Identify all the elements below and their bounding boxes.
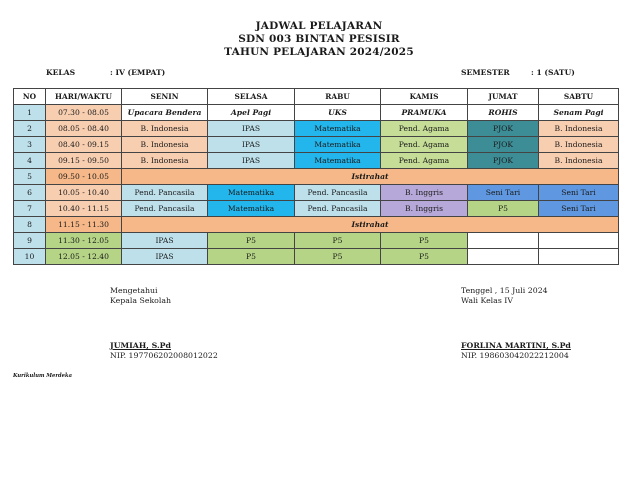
title-line-2: SDN 003 BINTAN PESISIR — [238, 33, 400, 45]
row-time: 09.50 - 10.05 — [46, 169, 122, 185]
title-line-1: JADWAL PELAJARAN — [255, 20, 383, 32]
cell-rabu: Matematika — [295, 121, 381, 137]
cell-sabtu — [539, 249, 619, 265]
row-time: 08.05 - 08.40 — [46, 121, 122, 137]
cell-rabu: Matematika — [295, 137, 381, 153]
right-signature-line1: Tenggel , 15 Juli 2024 — [461, 286, 548, 295]
cell-sabtu — [539, 233, 619, 249]
cell-selasa: P5 — [208, 249, 295, 265]
cell-rabu: UKS — [295, 105, 381, 121]
row-time: 11.15 - 11.30 — [46, 217, 122, 233]
title-line-3: TAHUN PELAJARAN 2024/2025 — [224, 46, 414, 58]
table-row — [14, 185, 619, 201]
kelas-label: KELAS — [46, 68, 76, 77]
left-signature-line1: Mengetahui — [110, 286, 158, 295]
table-row — [14, 201, 619, 217]
cell-selasa: IPAS — [208, 121, 295, 137]
left-signature-line2: Kepala Sekolah — [110, 296, 172, 305]
cell-jumat: ROHIS — [468, 105, 539, 121]
cell-senin: Upacara Bendera — [122, 105, 208, 121]
cell-kamis: B. Inggris — [381, 185, 468, 201]
cell-selasa: Matematika — [208, 201, 295, 217]
table-row — [14, 105, 619, 121]
row-time: 07.30 - 08.05 — [46, 105, 122, 121]
document-title — [0, 20, 638, 59]
row-time: 12.05 - 12.40 — [46, 249, 122, 265]
row-number: 2 — [14, 121, 46, 137]
cell-sabtu: Seni Tari — [539, 185, 619, 201]
cell-sabtu: Senam Pagi — [539, 105, 619, 121]
row-number: 6 — [14, 185, 46, 201]
cell-kamis: P5 — [381, 233, 468, 249]
cell-selasa: IPAS — [208, 153, 295, 169]
row-time: 09.15 - 09.50 — [46, 153, 122, 169]
cell-jumat — [468, 249, 539, 265]
row-number: 5 — [14, 169, 46, 185]
column-header-hari-waktu: HARI/WAKTU — [46, 89, 122, 105]
table-row — [14, 153, 619, 169]
cell-jumat — [468, 233, 539, 249]
cell-jumat: PJOK — [468, 137, 539, 153]
cell-kamis: Pend. Agama — [381, 137, 468, 153]
cell-senin: B. Indonesia — [122, 121, 208, 137]
cell-kamis: Pend. Agama — [381, 153, 468, 169]
row-time: 08.40 - 09.15 — [46, 137, 122, 153]
cell-kamis: P5 — [381, 249, 468, 265]
semester-label: SEMESTER — [461, 68, 510, 77]
column-header-jumat: JUMAT — [468, 89, 539, 105]
cell-rabu: P5 — [295, 249, 381, 265]
column-header-senin: SENIN — [122, 89, 208, 105]
row-number: 1 — [14, 105, 46, 121]
cell-selasa: Matematika — [208, 185, 295, 201]
kurikulum-note: Kurikulum Merdeka — [13, 373, 72, 379]
break-label: Istirahat — [122, 217, 619, 233]
table-row — [14, 121, 619, 137]
row-time: 10.05 - 10.40 — [46, 185, 122, 201]
right-signature-nip: NIP. 198603042022212004 — [461, 351, 569, 360]
column-header-sabtu: SABTU — [539, 89, 619, 105]
cell-senin: Pend. Pancasila — [122, 185, 208, 201]
row-number: 8 — [14, 217, 46, 233]
column-header-kamis: KAMIS — [381, 89, 468, 105]
row-number: 7 — [14, 201, 46, 217]
row-number: 4 — [14, 153, 46, 169]
cell-sabtu: B. Indonesia — [539, 153, 619, 169]
cell-selasa: Apel Pagi — [208, 105, 295, 121]
column-header-no: NO — [14, 89, 46, 105]
cell-sabtu: B. Indonesia — [539, 121, 619, 137]
schedule-table — [13, 88, 619, 265]
cell-jumat: Seni Tari — [468, 185, 539, 201]
cell-kamis: PRAMUKA — [381, 105, 468, 121]
table-row — [14, 233, 619, 249]
cell-senin: IPAS — [122, 233, 208, 249]
cell-jumat: PJOK — [468, 153, 539, 169]
cell-kamis: B. Inggris — [381, 201, 468, 217]
cell-senin: B. Indonesia — [122, 153, 208, 169]
cell-rabu: P5 — [295, 233, 381, 249]
table-header-row — [14, 89, 619, 105]
cell-rabu: Pend. Pancasila — [295, 185, 381, 201]
cell-senin: Pend. Pancasila — [122, 201, 208, 217]
cell-rabu: Pend. Pancasila — [295, 201, 381, 217]
left-signature-name: JUMIAH, S.Pd — [110, 341, 171, 350]
break-label: Istirahat — [122, 169, 619, 185]
cell-selasa: P5 — [208, 233, 295, 249]
cell-rabu: Matematika — [295, 153, 381, 169]
cell-kamis: Pend. Agama — [381, 121, 468, 137]
table-row-break — [14, 217, 619, 233]
right-signature-name: FORLINA MARTINI, S.Pd — [461, 341, 571, 350]
kelas-value: : IV (EMPAT) — [110, 68, 166, 77]
cell-sabtu: B. Indonesia — [539, 137, 619, 153]
row-number: 9 — [14, 233, 46, 249]
cell-senin: B. Indonesia — [122, 137, 208, 153]
row-number: 10 — [14, 249, 46, 265]
row-number: 3 — [14, 137, 46, 153]
cell-jumat: PJOK — [468, 121, 539, 137]
cell-senin: IPAS — [122, 249, 208, 265]
table-row — [14, 137, 619, 153]
table-row-break — [14, 169, 619, 185]
row-time: 11.30 - 12.05 — [46, 233, 122, 249]
semester-value: : 1 (SATU) — [531, 68, 575, 77]
row-time: 10.40 - 11.15 — [46, 201, 122, 217]
column-header-selasa: SELASA — [208, 89, 295, 105]
cell-jumat: P5 — [468, 201, 539, 217]
column-header-rabu: RABU — [295, 89, 381, 105]
cell-sabtu: Seni Tari — [539, 201, 619, 217]
left-signature-nip: NIP. 197706202008012022 — [110, 351, 218, 360]
right-signature-line2: Wali Kelas IV — [461, 296, 514, 305]
cell-selasa: IPAS — [208, 137, 295, 153]
table-row — [14, 249, 619, 265]
